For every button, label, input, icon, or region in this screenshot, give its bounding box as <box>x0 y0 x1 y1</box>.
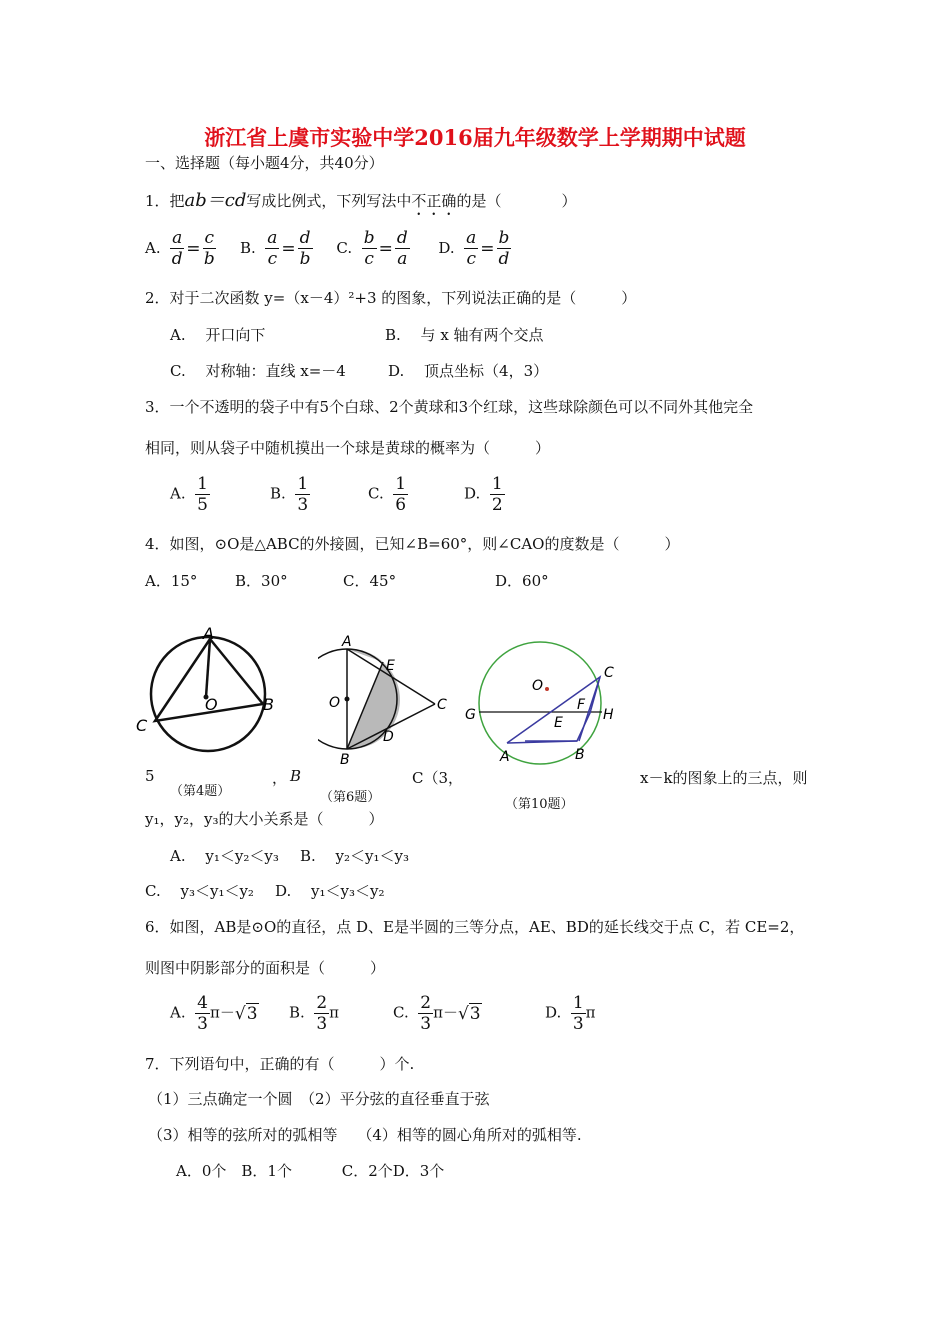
question-5-stem-line2: y₁，y₂，y₃的大小关系是（ ） <box>145 810 384 828</box>
question-2-stem: 2．对于二次函数 y=（x－4）²+3 的图象，下列说法正确的是（ ） <box>145 289 637 307</box>
fig6-label-b: B <box>340 752 350 768</box>
q1-options <box>145 228 511 269</box>
q2-option-a: A. 开口向下 <box>170 326 266 344</box>
fig10-label-b: B <box>575 747 585 763</box>
question-1-stem: 1．把ab＝cd写成比例式，下列写法中不正确的是（ ） <box>145 190 577 211</box>
fig10-caption: （第10题） <box>505 797 574 812</box>
figure-4 <box>130 620 290 760</box>
fig4-radius <box>206 639 210 697</box>
q1-option-b: B. $\frac{a}{c}$ = $\frac{d}{b}$ <box>239 228 311 269</box>
q4-option-d: D．60° <box>495 572 549 590</box>
q6-option-c: C. $\frac{2}{3}$ π－√3 <box>393 993 481 1034</box>
q5-fragment-c: C（3， <box>412 769 464 787</box>
q4-option-a: A．15° <box>145 572 198 590</box>
fig10-label-a: A <box>500 749 510 765</box>
fig10-label-e: E <box>554 715 563 731</box>
fig10-label-h: H <box>603 707 614 723</box>
q4-option-b: B．30° <box>235 572 288 590</box>
fig4-label-c: C <box>136 716 148 735</box>
q7-statements-1-2: （1）三点确定一个圆 （2）平分弦的直径垂直于弦 <box>148 1090 490 1108</box>
fig6-label-d: D <box>383 729 394 745</box>
fig4-label-o: O <box>205 695 218 714</box>
q1-option-c: C. $\frac{b}{c}$ = $\frac{d}{a}$ <box>336 228 408 269</box>
fig10-label-o: O <box>532 678 544 694</box>
q6-option-b: B. $\frac{2}{3}$ π <box>289 993 340 1034</box>
figure-10 <box>460 625 630 775</box>
q5-option-a: A. y₁＜y₂＜y₃ <box>170 847 279 865</box>
question-6-stem-line1: 6．如图，AB是⊙O的直径，点 D、E是半圆的三等分点，AE、BD的延长线交于点 C，若 CE=2， <box>145 918 805 936</box>
q1-option-d: D. $\frac{a}{c}$ = $\frac{b}{d}$ <box>438 228 510 269</box>
fig6-label-a: A <box>342 634 352 650</box>
q3-option-c: C. $\frac{1}{6}$ <box>368 474 407 515</box>
q5-fragment-right: x－k的图象上的三点，则 <box>640 769 808 787</box>
question-3-stem-line2: 相同，则从袋子中随机摸出一个球是黄球的概率为（ ） <box>145 439 551 457</box>
question-7-stem: 7．下列语句中，正确的有（ ）个. <box>145 1055 415 1073</box>
fig10-polyline <box>507 677 600 743</box>
question-3-stem-line1: 3．一个不透明的袋子中有5个白球、2个黄球和3个红球，这些球除颜色可以不同外其他完全 <box>145 398 754 416</box>
fig10-line-ab <box>507 741 577 743</box>
fig10-label-f: F <box>577 697 586 713</box>
q2-option-d: D. 顶点坐标（4，3） <box>388 362 549 380</box>
page-title: 浙江省上虞市实验中学2016届九年级数学上学期期中试题 <box>204 125 746 150</box>
q2-option-c: C. 对称轴：直线 x=－4 <box>170 362 346 380</box>
q3-option-b: B. $\frac{1}{3}$ <box>270 474 309 515</box>
q5-option-c: C. y₃＜y₁＜y₂ <box>145 882 254 900</box>
fig10-label-g: G <box>465 707 476 723</box>
fig6-label-o: O <box>329 695 341 711</box>
fig4-caption: （第4题） <box>170 784 231 799</box>
fig4-label-b: B <box>263 695 274 714</box>
q5-fragment-number: 5 <box>145 767 155 785</box>
q7-options: A．0个 B．1个 C．2个D．3个 <box>176 1162 445 1180</box>
q5-fragment-comma: ， <box>272 769 288 787</box>
q2-option-b: B. 与 x 轴有两个交点 <box>385 326 544 344</box>
q5-fragment-b: B <box>290 767 302 785</box>
q1-emphasis: 不正确 <box>411 192 457 210</box>
fig6-label-c: C <box>437 697 447 713</box>
fig10-center-dot <box>545 687 549 691</box>
question-6-stem-line2: 则图中阴影部分的面积是（ ） <box>145 959 386 977</box>
fig4-label-a: A <box>203 624 214 643</box>
figure-6 <box>318 632 458 772</box>
q3-option-d: D. $\frac{1}{2}$ <box>464 474 503 515</box>
q6-option-d: D. $\frac{1}{3}$ π <box>545 993 596 1034</box>
question-4-stem: 4．如图，⊙O是△ABC的外接圆，已知∠B=60°，则∠CAO的度数是（ ） <box>145 535 680 553</box>
q7-statements-3-4: （3）相等的弦所对的弧相等 （4）相等的圆心角所对的弧相等. <box>148 1126 582 1144</box>
fig6-label-e: E <box>386 658 395 674</box>
q1-option-a: A. $\frac{a}{d}$ = $\frac{c}{b}$ <box>145 228 215 269</box>
fig6-center-dot <box>345 697 350 702</box>
q4-option-c: C．45° <box>343 572 397 590</box>
section-heading: 一、选择题（每小题4分，共40分） <box>145 154 384 172</box>
q1-expression: ab＝cd <box>184 190 247 211</box>
fig6-caption: （第6题） <box>320 790 381 805</box>
q5-option-d: D. y₁＜y₃＜y₂ <box>275 882 385 900</box>
q5-option-b: B. y₂＜y₁＜y₃ <box>300 847 410 865</box>
fig10-label-c: C <box>604 665 614 681</box>
q6-option-a: A. $\frac{4}{3}$ π－√3 <box>170 993 258 1034</box>
q3-option-a: A. $\frac{1}{5}$ <box>170 474 208 515</box>
